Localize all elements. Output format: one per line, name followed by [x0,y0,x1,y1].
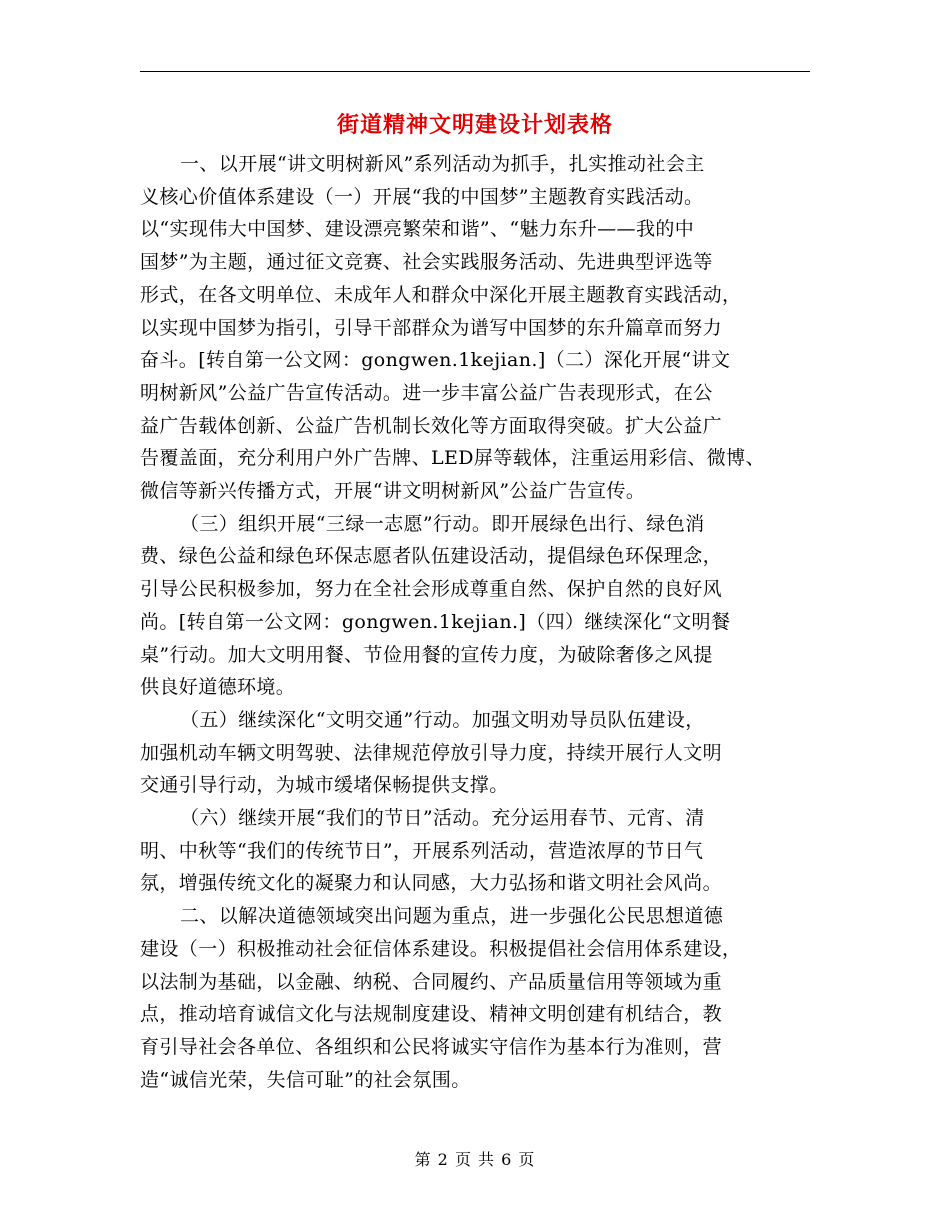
header-rule [140,71,810,72]
text-line: （三）组织开展“三绿一志愿”行动。即开展绿色出行、绿色消 [180,512,705,535]
text-line: （五）继续深化“文明交通”行动。加强文明劝导员队伍建设， [180,708,705,731]
text-line: 一、以开展“讲文明树新风”系列活动为抓手，扎实推动社会主 [180,153,705,175]
text-line: 供良好道德环境。 [140,676,296,699]
text-line: 造“诚信光荣，失信可耻”的社会氛围。 [140,1068,471,1091]
text-line: 奋斗。[转自第一公文网：gongwen.1kejian.]（二）深化开展“讲文 [140,349,731,372]
text-line: 微信等新兴传播方式，开展“讲文明树新风”公益广告宣传。 [140,480,646,503]
text-line: 明、中秋等“我们的传统节日”，开展系列活动，营造浓厚的节日气 [140,839,704,862]
text-line: （六）继续开展“我们的节日”活动。充分运用春节、元宵、清 [180,807,705,830]
text-line: 明树新风”公益广告宣传活动。进一步丰富公益广告表现形式，在公 [140,381,713,404]
text-line: 费、绿色公益和绿色环保志愿者队伍建设活动，提倡绿色环保理念， [140,545,723,568]
paragraph-5 [140,900,810,1096]
paragraph-2 [140,508,810,704]
text-line: 加强机动车辆文明驾驶、法律规范停放引导力度，持续开展行人文明 [140,741,723,764]
paragraph-4 [140,802,810,900]
text-line: 建设（一）积极推动社会征信体系建设。积极提倡社会信用体系建设， [140,937,742,960]
text-line: 育引导社会各单位、各组织和公民将诚实守信作为基本行为准则，营 [140,1035,723,1058]
page-footer: 第 2 页 共 6 页 [414,1150,536,1169]
document-title: 街道精神文明建设计划表格 [336,112,613,138]
text-line: 义核心价值体系建设（一）开展“我的中国梦”主题教育实践活动。 [140,185,704,208]
text-line: 引导公民积极参加，努力在全社会形成尊重自然、保护自然的良好风 [140,578,723,601]
text-line: 氛，增强传统文化的凝聚力和认同感，大力弘扬和谐文明社会风尚。 [140,872,723,895]
text-line: 以实现中国梦为指引，引导干部群众为谱写中国梦的东升篇章而努力 [140,316,723,339]
text-line: 以法制为基础，以金融、纳税、合同履约、产品质量信用等领域为重 [140,970,723,993]
text-line: 点，推动培育诚信文化与法规制度建设、精神文明创建有机结合，教 [140,1003,723,1026]
text-line: 尚。[转自第一公文网：gongwen.1kejian.]（四）继续深化“文明餐 [140,610,731,633]
paragraph-1 [140,148,810,508]
paragraph-3 [140,704,810,802]
text-line: 形式，在各文明单位、未成年人和群众中深化开展主题教育实践活动， [140,283,742,306]
text-line: 二、以解决道德领域突出问题为重点，进一步强化公民思想道德 [180,905,724,928]
text-line: 桌”行动。加大文明用餐、节俭用餐的宣传力度，为破除奢侈之风提 [140,643,713,666]
text-line: 益广告载体创新、公益广告机制长效化等方面取得突破。扩大公益广 [140,414,723,437]
text-line: 交通引导行动，为城市缓堵保畅提供支撑。 [140,774,509,797]
document-body [140,148,810,1096]
text-line: 告覆盖面，充分利用户外广告牌、LED屏等载体，注重运用彩信、微博、 [140,447,765,470]
text-line: 国梦”为主题，通过征文竞赛、社会实践服务活动、先进典型评选等 [140,251,713,274]
text-line: 以“实现伟大中国梦、建设漂亮繁荣和谐”、“魅力东升——我的中 [140,218,695,241]
